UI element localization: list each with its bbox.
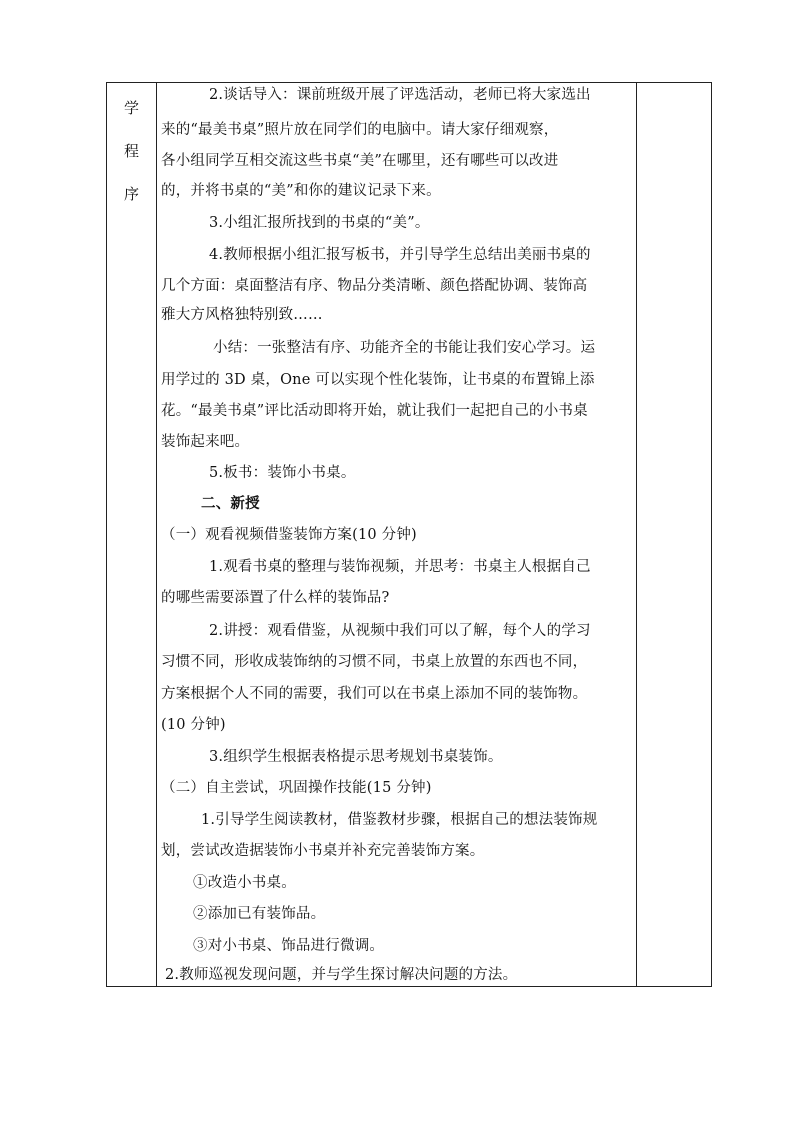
paragraph-line: 划，尝试改造据装饰小书桌并补充完善装饰方案。	[161, 843, 485, 859]
step-item: ①改造小书桌。	[193, 875, 296, 891]
step-item: ③对小书桌、饰品进行微调。	[193, 938, 385, 954]
paragraph-line: 5.板书：装饰小书桌。	[209, 465, 356, 481]
side-label-char: 程	[123, 142, 139, 160]
paragraph-line: 的哪些需要添置了什么样的装饰品?	[161, 590, 390, 606]
paragraph-line: 2.谈话导入：课前班级开展了评选活动，老师已将大家选出	[209, 87, 591, 103]
paragraph-line: 来的“最美书桌”照片放在同学们的电脑中。请大家仔细观察，	[161, 122, 559, 138]
paragraph-line: 2.讲授：观看借鉴，从视频中我们可以了解，每个人的学习	[209, 623, 591, 639]
paragraph-line: 4.教师根据小组汇报写板书，并引导学生总结出美丽书桌的	[209, 247, 591, 263]
paragraph-line: 雅大方风格独特别致……	[161, 307, 323, 323]
paragraph-line: 各小组同学互相交流这些书桌“美”在哪里，还有哪些可以改进	[161, 153, 559, 169]
side-label-char: 序	[123, 185, 139, 203]
paragraph-line: 方案根据个人不同的需要，我们可以在书桌上添加不同的装饰物。	[161, 686, 588, 702]
paragraph-line: (10 分钟)	[161, 717, 226, 733]
column-divider	[636, 83, 637, 986]
subsection-heading: （二）自主尝试，巩固操作技能(15 分钟)	[161, 780, 432, 796]
subsection-heading: （一）观看视频借鉴装饰方案(10 分钟)	[161, 527, 417, 543]
paragraph-line: 习惯不同，形收成装饰纳的习惯不同，书桌上放置的东西也不同，	[161, 654, 588, 670]
column-divider	[156, 83, 157, 986]
section-heading: 二、新授	[201, 495, 260, 512]
paragraph-line: 3.小组汇报所找到的书桌的“美”。	[209, 215, 430, 231]
paragraph-line: 3.组织学生根据表格提示思考规划书桌装饰。	[209, 749, 503, 765]
summary-line: 装饰起来吧。	[161, 434, 250, 450]
paragraph-line: 2.教师巡视发现问题，并与学生探讨解决问题的方法。	[165, 967, 518, 983]
summary-line: 小结：一张整洁有序、功能齐全的书能让我们安心学习。运	[213, 340, 596, 356]
paragraph-line: 1.引导学生阅读教材，借鉴教材步骤，根据自己的想法装饰规	[201, 812, 598, 828]
paragraph-line: 1.观看书桌的整理与装饰视频，并思考：书桌主人根据自己	[209, 559, 591, 575]
lesson-table	[106, 82, 712, 987]
paragraph-line: 的，并将书桌的“美”和你的建议记录下来。	[161, 183, 441, 199]
summary-line: 花。“最美书桌”评比活动即将开始，就让我们一起把自己的小书桌	[161, 403, 588, 419]
side-label-char: 学	[123, 99, 139, 117]
summary-line: 用学过的 3D 桌，One 可以实现个性化装饰，让书桌的布置锦上添	[161, 372, 595, 388]
paragraph-line: 几个方面：桌面整洁有序、物品分类清晰、颜色搭配协调、装饰高	[161, 278, 588, 294]
step-item: ②添加已有装饰品。	[193, 906, 326, 922]
